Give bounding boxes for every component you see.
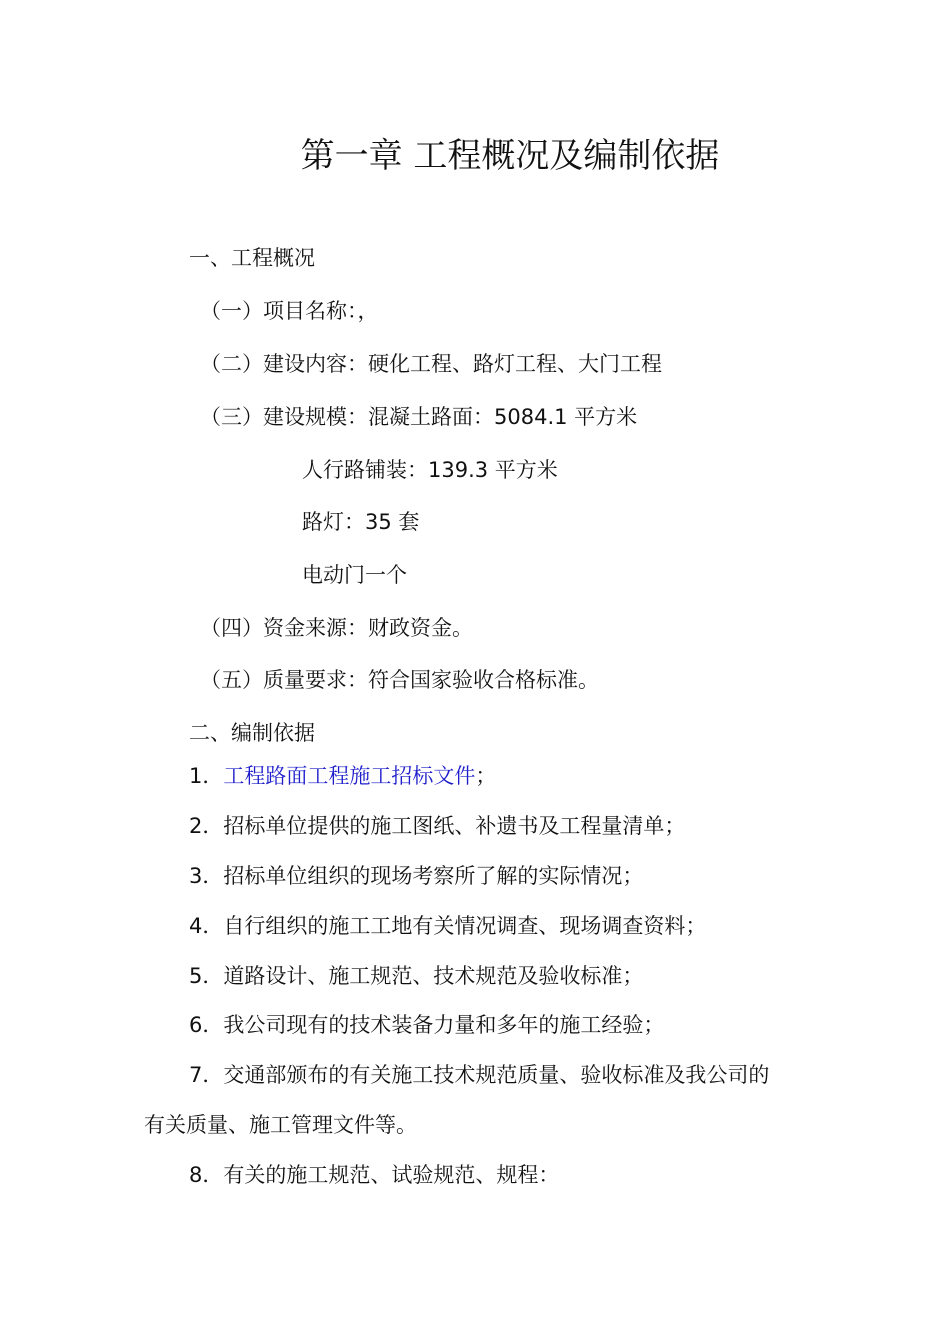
section-heading-overview: 一、工程概况 [189, 246, 315, 270]
basis-item-7: 7．交通部颁布的有关施工技术规范质量、验收标准及我公司的 [189, 1063, 770, 1087]
item-sidewalk-paving: 人行路铺装：139.3 平方米 [302, 458, 558, 482]
item-street-lights: 路灯：35 套 [302, 510, 420, 534]
item-quality-requirement: （五）质量要求：符合国家验收合格标准。 [200, 668, 599, 692]
basis-item-8: 8．有关的施工规范、试验规范、规程： [189, 1163, 560, 1187]
tender-document-link[interactable]: 工程路面工程施工招标文件 [223, 764, 476, 788]
basis-item-6: 6．我公司现有的技术装备力量和多年的施工经验； [189, 1013, 665, 1037]
item-funding-source: （四）资金来源：财政资金。 [200, 616, 473, 640]
basis-item-4: 4．自行组织的施工工地有关情况调查、现场调查资料； [189, 914, 707, 938]
section-heading-basis: 二、编制依据 [189, 721, 315, 745]
chapter-title: 第一章 工程概况及编制依据 [300, 136, 720, 176]
item-construction-scale: （三）建设规模：混凝土路面：5084.1 平方米 [200, 405, 638, 429]
item-construction-content: （二）建设内容：硬化工程、路灯工程、大门工程 [200, 352, 662, 376]
item-project-name: （一）项目名称：， [200, 299, 379, 323]
basis-item-1-suffix: ； [475, 764, 497, 788]
basis-item-2: 2．招标单位提供的施工图纸、补遗书及工程量清单； [189, 814, 686, 838]
item-electric-gate: 电动门一个 [302, 563, 407, 587]
basis-item-1-number: 1． [189, 764, 224, 788]
basis-item-1 [189, 761, 496, 791]
basis-item-7-continued: 有关质量、施工管理文件等。 [144, 1113, 417, 1137]
basis-item-3: 3．招标单位组织的现场考察所了解的实际情况； [189, 864, 644, 888]
basis-item-5: 5．道路设计、施工规范、技术规范及验收标准； [189, 964, 644, 988]
